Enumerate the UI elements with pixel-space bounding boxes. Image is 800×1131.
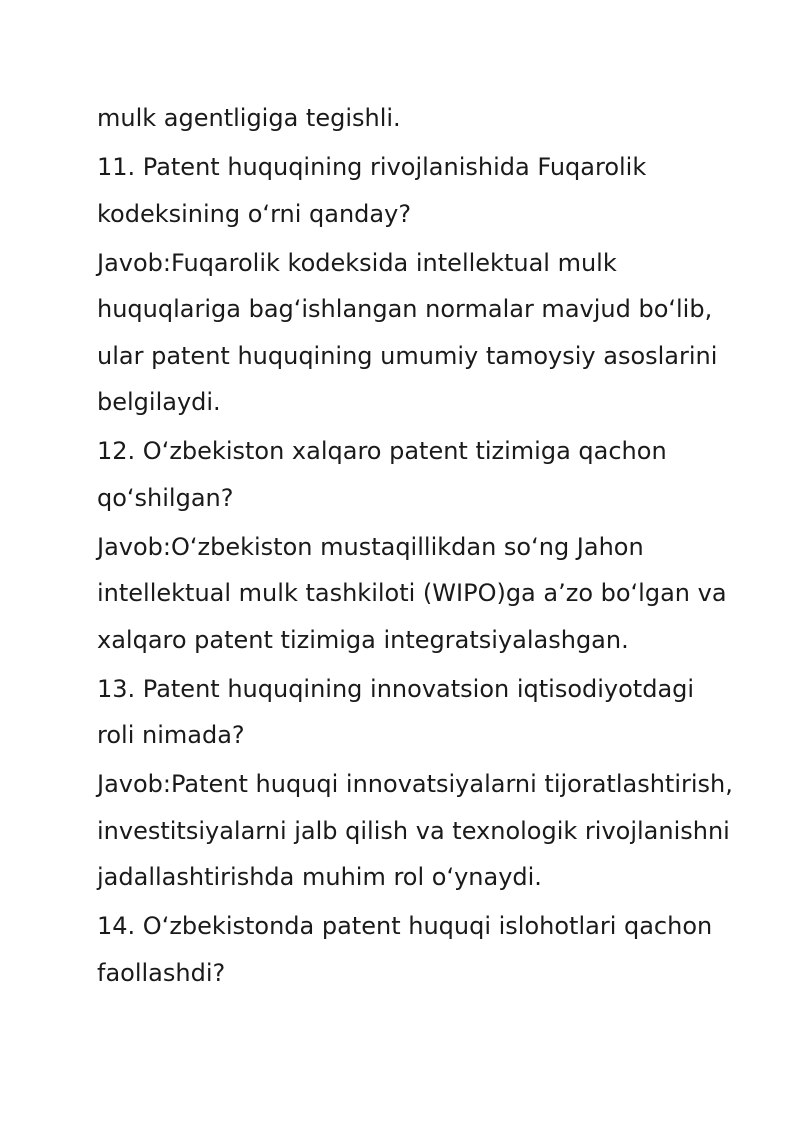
text-line: qo‘shilgan?	[97, 483, 234, 512]
text-line: 13. Patent huquqining innovatsion iqtisodiyotdagi	[97, 674, 695, 703]
text-line: Javob:Patent huquqi innovatsiyalarni tijoratlashtirish,	[97, 770, 733, 798]
answer-13	[97, 761, 757, 901]
text-line: Javob:Fuqarolik kodeksida intellektual mulk	[97, 248, 617, 277]
document-body	[97, 95, 757, 999]
text-line: Javob:O‘zbekiston mustaqillikdan so‘ng Jahon	[97, 532, 644, 561]
text-line: faollashdi?	[97, 958, 226, 987]
text-line: roli nimada?	[97, 721, 245, 749]
text-line: 11. Patent huquqining rivojlanishida Fuqarolik	[97, 153, 647, 181]
text-line: 12. O‘zbekiston xalqaro patent tizimiga qachon	[97, 437, 667, 465]
question-13	[97, 666, 757, 759]
question-14	[97, 903, 757, 996]
answer-continuation-paragraph	[97, 95, 757, 142]
text-line: huquqlariga bag‘ishlangan normalar mavjud bo‘lib,	[97, 295, 713, 323]
text-line: intellektual mulk tashkiloti (WIPO)ga a’zo bo‘lgan va	[97, 579, 727, 607]
question-12	[97, 428, 757, 521]
question-11	[97, 144, 757, 237]
text-line: jadallashtirishda muhim rol o‘ynaydi.	[97, 863, 542, 891]
text-line: ular patent huquqining umumiy tamoysiy asoslarini	[97, 341, 718, 370]
text-line: 14. O‘zbekistonda patent huquqi islohotlari qachon	[97, 912, 713, 940]
answer-12	[97, 524, 757, 664]
text-line: kodeksining o‘rni qanday?	[97, 199, 412, 228]
text-line: xalqaro patent tizimiga integratsiyalashgan.	[97, 625, 629, 654]
answer-11	[97, 240, 757, 426]
text-line: mulk agentligiga tegishli.	[97, 104, 401, 132]
text-line: belgilaydi.	[97, 388, 221, 416]
text-line: investitsiyalarni jalb qilish va texnologik rivojlanishni	[97, 816, 730, 845]
